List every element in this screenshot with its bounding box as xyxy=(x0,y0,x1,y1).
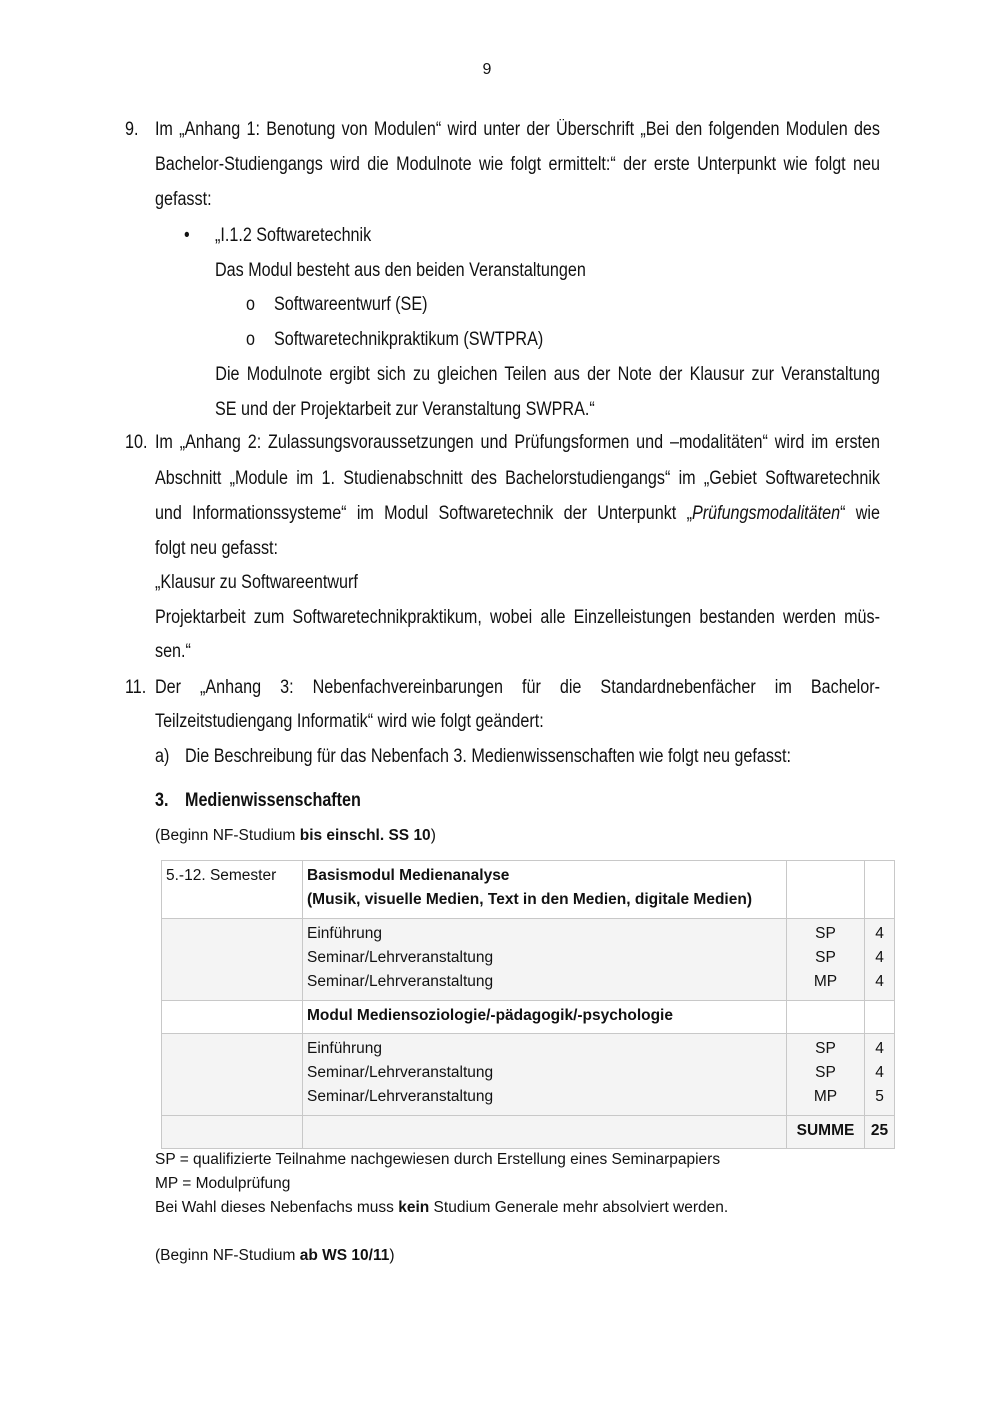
course-types-cell xyxy=(787,1034,865,1116)
course-type: SP xyxy=(815,1064,836,1081)
course-type: SP xyxy=(815,949,836,966)
legend-sp: SP = qualifizierte Teilnahme nachgewiesen durch Erstellung eines Seminarpapiers xyxy=(155,1151,721,1168)
general-studies-note xyxy=(155,1198,728,1218)
module-table xyxy=(161,860,895,1149)
item-10-number: 10. xyxy=(125,432,148,453)
course-name: Seminar/Lehrveranstaltung xyxy=(307,973,494,990)
semester-cell xyxy=(162,861,303,919)
empty-cell xyxy=(162,919,303,1001)
course-type: MP xyxy=(813,973,838,990)
item-9-line-3: gefasst: xyxy=(155,189,212,210)
course-type: MP xyxy=(813,1088,838,1105)
quote-line-3: sen.“ xyxy=(155,641,191,662)
section-title: Medienwissenschaften xyxy=(185,790,361,811)
empty-cell xyxy=(865,1001,895,1034)
course-name: Seminar/Lehrveranstaltung xyxy=(307,1088,494,1105)
empty-cell xyxy=(303,1116,787,1149)
semester-label: 5.-12. Semester xyxy=(166,867,277,884)
item-10-line-2: Abschnitt „Module im 1. Studienabschnitt des Bachelorstudiengangs“ im „Gebiet Softwaretechnik xyxy=(154,468,880,489)
note-bold: kein xyxy=(398,1199,430,1216)
study-start-note xyxy=(155,826,436,846)
note-suffix: Studium Generale mehr absolviert werden. xyxy=(429,1199,729,1216)
sub-item: Softwaretechnikpraktikum (SWTPRA) xyxy=(274,329,544,350)
course-name: Seminar/Lehrveranstaltung xyxy=(307,949,494,966)
sum-label: SUMME xyxy=(787,1116,865,1149)
bullet-icon: • xyxy=(184,225,190,246)
table-row xyxy=(162,1034,895,1116)
section-number: 3. xyxy=(155,790,169,811)
course-names-cell xyxy=(303,919,787,1001)
next-start-suffix: ) xyxy=(389,1247,395,1264)
table-row xyxy=(162,919,895,1001)
item-11-number: 11. xyxy=(125,677,147,698)
empty-cell xyxy=(162,1034,303,1116)
course-type: SP xyxy=(815,1040,836,1057)
course-credits: 4 xyxy=(875,973,884,990)
item-11-line-2: Teilzeitstudiengang Informatik“ wird wie folgt geändert: xyxy=(155,711,544,732)
item-11-line-1: Der „Anhang 3: Nebenfachvereinbarungen für die Standardnebenfächer im Bachelor- xyxy=(154,677,880,698)
course-credits-cell xyxy=(865,1034,895,1116)
next-start-prefix: (Beginn NF-Studium xyxy=(155,1247,300,1264)
course-credits-cell xyxy=(865,919,895,1001)
quote-line-2: Projektarbeit zum Softwaretechnikpraktikum, wobei alle Einzelleistungen bestanden werden müs- xyxy=(154,607,880,628)
sub-item: Softwareentwurf (SE) xyxy=(274,294,428,315)
table-row xyxy=(162,861,895,919)
sum-value: 25 xyxy=(865,1116,895,1149)
sub-bullet-icon: o xyxy=(246,329,255,350)
empty-cell xyxy=(787,861,865,919)
course-types-cell xyxy=(787,919,865,1001)
course-names-cell xyxy=(303,1034,787,1116)
item-10-line-3-start: und Informationssysteme“ im Modul Softwaretechnik der Unterpunkt „ xyxy=(154,503,692,524)
module-title-cell xyxy=(303,861,787,919)
course-credits: 4 xyxy=(875,1064,884,1081)
study-start-bold: bis einschl. SS 10 xyxy=(299,827,431,844)
bullet-title: „I.1.2 Softwaretechnik xyxy=(215,225,372,246)
item-10-line-3 xyxy=(155,503,880,525)
empty-cell xyxy=(787,1001,865,1034)
sub-bullet-icon: o xyxy=(246,294,255,315)
course-name: Einführung xyxy=(307,925,382,942)
sub-label: a) xyxy=(155,746,170,767)
item-9-line-2: Bachelor-Studiengangs wird die Modulnote wie folgt ermittelt:“ der erste Unterpunkt wie folgt neu xyxy=(154,154,880,175)
next-start-bold: ab WS 10/11 xyxy=(299,1247,390,1264)
course-name: Seminar/Lehrveranstaltung xyxy=(307,1064,494,1081)
module-title: Basismodul Medienanalyse xyxy=(307,867,510,884)
module-title: Modul Mediensoziologie/-pädagogik/-psychologie xyxy=(307,1007,673,1024)
legend-mp: MP = Modulprüfung xyxy=(155,1175,291,1192)
course-credits: 4 xyxy=(875,1040,884,1057)
item-10-italic-term: Prüfungsmodalitäten xyxy=(691,503,841,524)
course-credits: 5 xyxy=(875,1088,884,1105)
empty-cell xyxy=(865,861,895,919)
next-study-start-note xyxy=(155,1246,395,1266)
course-credits: 4 xyxy=(875,925,884,942)
conclusion-line-2: SE und der Projektarbeit zur Veranstaltung SWPRA.“ xyxy=(215,399,595,420)
item-9-line-1: Im „Anhang 1: Benotung von Modulen“ wird unter der Überschrift „Bei den folgenden Modulen des xyxy=(154,119,880,140)
table-row xyxy=(162,1001,895,1034)
study-start-suffix: ) xyxy=(430,827,436,844)
item-9-number: 9. xyxy=(125,119,139,140)
conclusion-line-1: Die Modulnote ergibt sich zu gleichen Teilen aus der Note der Klausur zur Veranstaltung xyxy=(215,364,880,385)
empty-cell xyxy=(162,1116,303,1149)
module-subtitle: (Musik, visuelle Medien, Text in den Medien, digitale Medien) xyxy=(307,891,752,908)
note-prefix: Bei Wahl dieses Nebenfachs muss xyxy=(155,1199,399,1216)
quote-line-1: „Klausur zu Softwareentwurf xyxy=(155,572,358,593)
page-number: 9 xyxy=(482,61,492,78)
study-start-prefix: (Beginn NF-Studium xyxy=(155,827,300,844)
empty-cell xyxy=(162,1001,303,1034)
table-row xyxy=(162,1116,895,1149)
item-10-line-4: folgt neu gefasst: xyxy=(155,538,279,559)
course-credits: 4 xyxy=(875,949,884,966)
course-type: SP xyxy=(815,925,836,942)
sub-text: Die Beschreibung für das Nebenfach 3. Medienwissenschaften wie folgt neu gefasst: xyxy=(185,746,791,767)
module-title-cell xyxy=(303,1001,787,1034)
course-name: Einführung xyxy=(307,1040,382,1057)
item-10-line-3-end: “ wie xyxy=(840,503,880,524)
item-10-line-1: Im „Anhang 2: Zulassungsvoraussetzungen und Prüfungsformen und –modalitäten“ wird im ersten xyxy=(154,432,880,453)
module-intro: Das Modul besteht aus den beiden Veranstaltungen xyxy=(215,260,586,281)
